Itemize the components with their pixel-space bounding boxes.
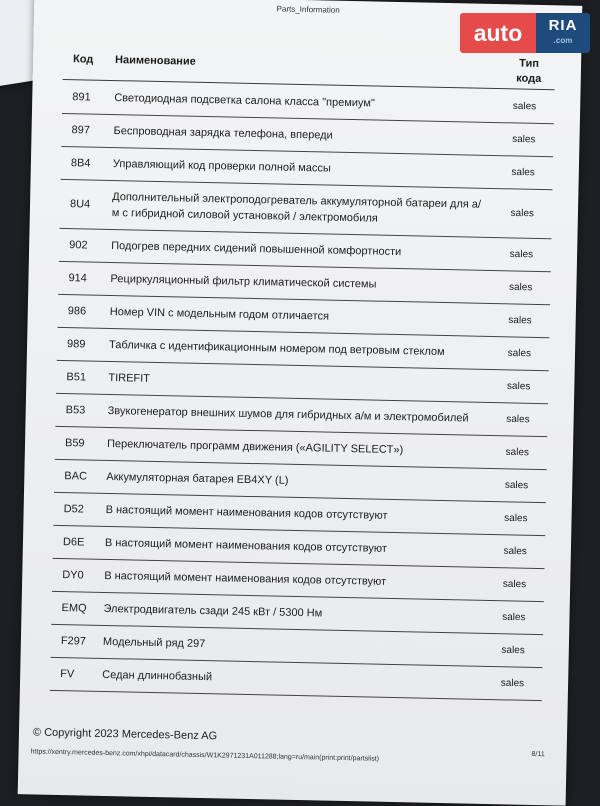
watermark-logo bbox=[460, 13, 590, 53]
row-name: В настоящий момент наименования кодов отсутствуют bbox=[104, 569, 387, 588]
row-code: 8U4 bbox=[69, 198, 91, 211]
watermark-ria-text: RIA bbox=[548, 17, 578, 34]
row-type: sales bbox=[512, 100, 537, 113]
row-code: B53 bbox=[65, 404, 86, 417]
row-type: sales bbox=[502, 578, 527, 591]
row-type: sales bbox=[506, 380, 531, 393]
row-code: 902 bbox=[69, 239, 88, 252]
column-header-type bbox=[507, 56, 552, 87]
row-name: Электродвигатель сзади 245 кВт / 5300 Нм bbox=[103, 602, 323, 620]
row-type: sales bbox=[508, 281, 533, 294]
row-name: Рециркуляционный фильтр климатической системы bbox=[110, 273, 377, 291]
row-code: 986 bbox=[67, 305, 87, 318]
row-type: sales bbox=[511, 166, 535, 179]
watermark-ria bbox=[536, 13, 590, 53]
row-type: sales bbox=[500, 677, 525, 690]
row-code: 8B4 bbox=[70, 157, 91, 170]
row-code: 989 bbox=[66, 338, 86, 351]
row-name: Переключатель программ движения («AGILITY SELECT») bbox=[106, 437, 404, 457]
codes-table bbox=[50, 81, 555, 701]
row-code: F297 bbox=[60, 635, 87, 648]
row-code: D52 bbox=[63, 503, 84, 516]
row-type: sales bbox=[501, 644, 525, 657]
row-type: sales bbox=[507, 347, 532, 360]
row-code: 891 bbox=[72, 91, 91, 104]
column-header-type-line1: Тип bbox=[519, 57, 540, 70]
column-header-name: Наименование bbox=[114, 54, 196, 68]
row-name: Номер VIN с модельным годом отличается bbox=[109, 305, 330, 323]
row-name: Звукогенератор внешних шумов для гибридных а/м и электромобилей bbox=[107, 404, 469, 425]
row-code: EMQ bbox=[61, 602, 87, 615]
row-name: Управляющий код проверки полной массы bbox=[112, 158, 331, 175]
row-type: sales bbox=[510, 207, 535, 220]
row-code: 897 bbox=[71, 124, 91, 137]
row-code: B51 bbox=[66, 371, 87, 384]
column-header-type-line2: кода bbox=[516, 72, 542, 85]
row-code: D6E bbox=[62, 536, 85, 549]
row-name: Седан длиннобазный bbox=[102, 668, 213, 684]
row-code: 914 bbox=[68, 272, 87, 285]
row-name: Беспроводная зарядка телефона, впереди bbox=[113, 125, 333, 142]
page-number: 8/11 bbox=[531, 750, 545, 759]
row-name: Подогрев передних сидений повышенной комфортности bbox=[111, 240, 402, 259]
row-type: sales bbox=[508, 314, 532, 327]
watermark-ria-dot: .com bbox=[553, 36, 573, 45]
row-type: sales bbox=[512, 133, 536, 146]
row-type: sales bbox=[506, 413, 530, 426]
row-name: Модельный ряд 297 bbox=[102, 635, 206, 651]
row-type: sales bbox=[503, 545, 527, 558]
row-code: DY0 bbox=[62, 569, 84, 582]
row-name: Дополнительный электроподогреватель аккумуляторной батареи для а/м с гибридной силовой установкой / электромобиля bbox=[111, 191, 482, 225]
copyright-notice: © Copyright 2023 Mercedes-Benz AG bbox=[32, 726, 218, 743]
row-name: TIREFIT bbox=[108, 371, 151, 385]
row-code: B59 bbox=[64, 437, 85, 450]
row-type: sales bbox=[505, 446, 530, 459]
row-name: Аккумуляторная батарея EB4XY (L) bbox=[106, 470, 289, 487]
watermark-auto: auto bbox=[460, 13, 536, 53]
row-code: BAC bbox=[64, 470, 88, 483]
row-name: Табличка с идентификационным номером под ветровым стеклом bbox=[108, 338, 445, 359]
print-url: https://xentry.mercedes-benz.com/xhpi/datacard/chassis/W1K2971231A011288;lang=ru/main(print:print/partslist) bbox=[30, 748, 380, 763]
document-page bbox=[18, 0, 583, 806]
page-header: Parts_Information bbox=[276, 4, 340, 15]
row-code: FV bbox=[60, 668, 75, 681]
row-name: В настоящий момент наименования кодов отсутствуют bbox=[105, 503, 388, 522]
row-name: Светодиодная подсветка салона класса "премиум" bbox=[114, 92, 375, 110]
row-type: sales bbox=[504, 479, 529, 492]
row-type: sales bbox=[509, 248, 534, 261]
row-type: sales bbox=[504, 512, 528, 525]
row-type: sales bbox=[502, 611, 526, 624]
column-header-code: Код bbox=[72, 53, 94, 66]
row-name: В настоящий момент наименования кодов отсутствуют bbox=[104, 536, 387, 555]
